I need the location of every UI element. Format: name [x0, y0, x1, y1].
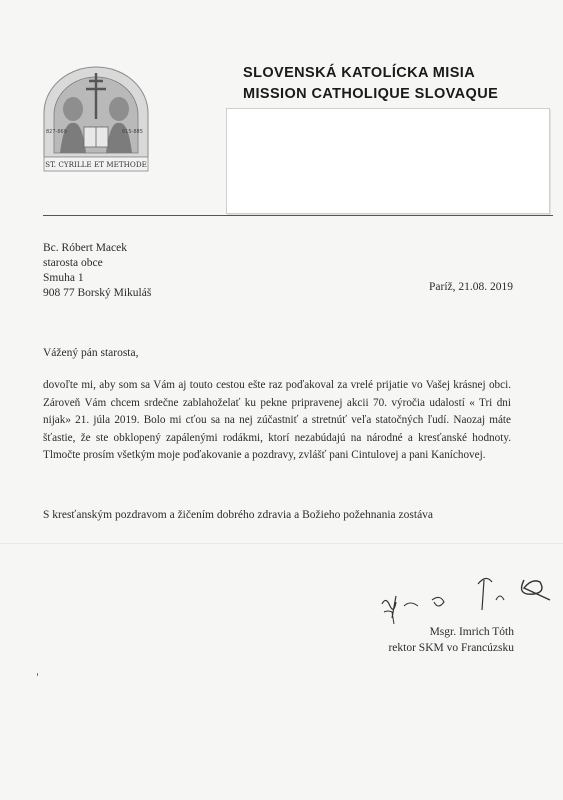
letter-body: dovoľte mi, aby som sa Vám aj touto cestou ešte raz poďakoval za vrelé prijatie vo Vašej krásnej obci. Zároveň Vám chcem srdečne zablahoželať ku pekne pripravenej akcii 70. výročia udalostí « Tri dni nijak» 21. júla 2019. Bolo mi cťou sa na nej zúčastniť a stretnúť veľa statočných ľudí. Naozaj máte šťastie, že ste obklopený zapálenými rodákmi, ktorí nezabúdajú na národné a kresťanské hodnoty. Tlmočte prosím všetkým moje poďakovanie a pozdravy, zvlášť pani Cintulovej a pani Kaníchovej. [43, 379, 511, 461]
signer-role: rektor SKM vo Francúzsku [388, 641, 514, 654]
paper-speck [37, 673, 38, 676]
recipient-street: Smuha 1 [43, 272, 84, 284]
mission-seal-logo [38, 63, 154, 173]
recipient-address [43, 241, 151, 301]
logo-caption: ST. CYRILLE ET METHODE [45, 160, 147, 169]
org-name-french: MISSION CATHOLIQUE SLOVAQUE [243, 86, 499, 102]
closing-line: S kresťanským pozdravom a žičením dobrého zdravia a Božieho požehnania zostáva [43, 509, 434, 521]
salutation: Vážený pán starosta, [43, 347, 139, 359]
recipient-city: 908 77 Borský Mikuláš [43, 287, 152, 299]
signer-name: Msgr. Imrich Tóth [429, 626, 514, 638]
logo-year-left: 827-869 [46, 129, 67, 135]
org-name-slovak: SLOVENSKÁ KATOLÍCKA MISIA [243, 65, 476, 81]
organization-name [243, 63, 553, 105]
letter-date: Paríž, 21.08. 2019 [429, 281, 514, 293]
signer-block [386, 625, 514, 656]
paper-fold-line [0, 543, 563, 544]
logo-year-right: 815-885 [122, 129, 143, 135]
header-divider [43, 215, 553, 216]
envelope-window-patch [226, 108, 550, 214]
recipient-name: Bc. Róbert Macek [43, 242, 127, 254]
recipient-title: starosta obce [43, 257, 103, 269]
